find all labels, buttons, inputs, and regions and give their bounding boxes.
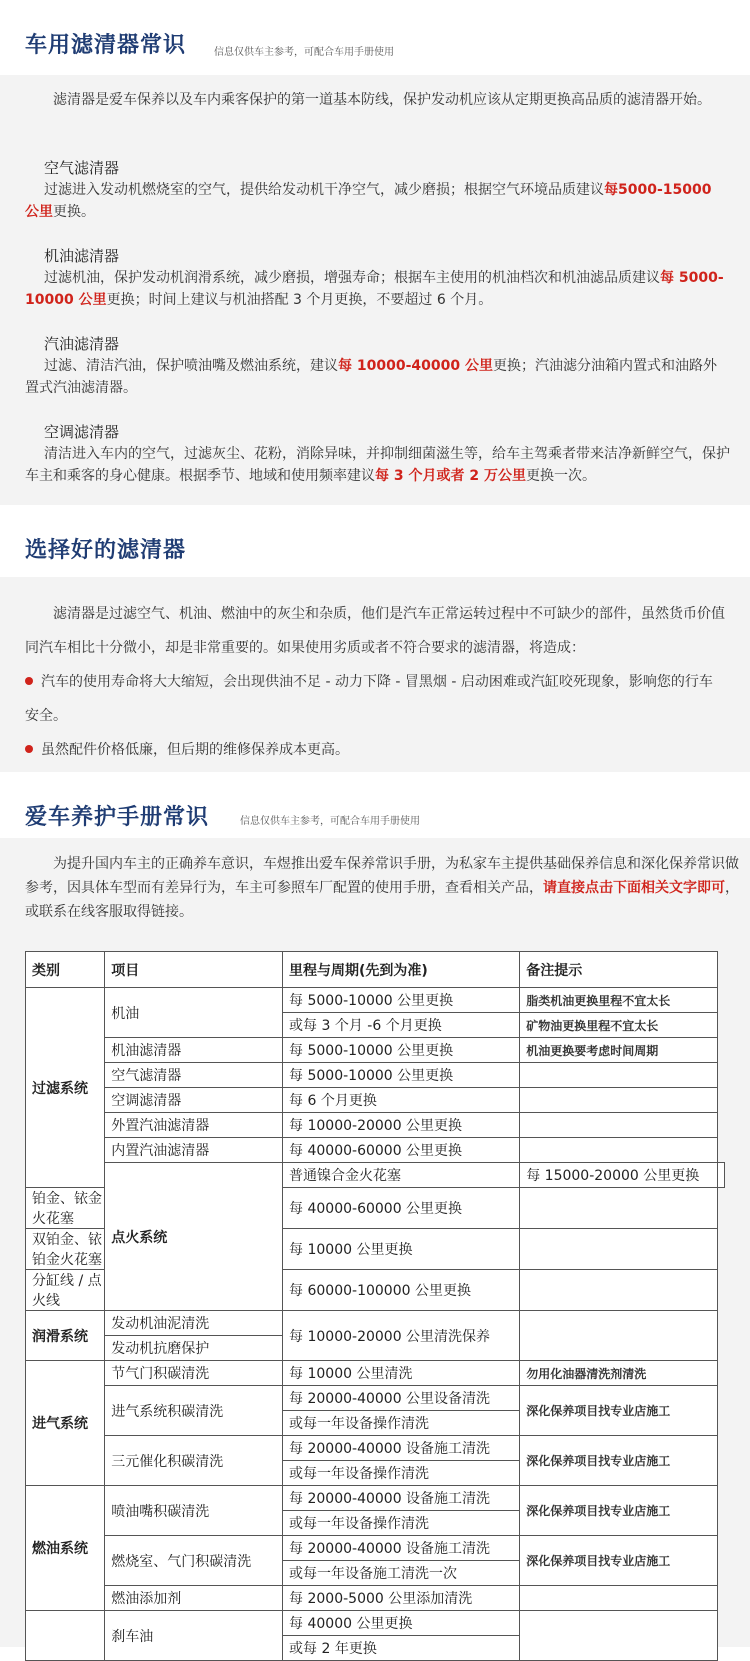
item-cell[interactable]: 发动机油泥清洗 bbox=[105, 1311, 283, 1336]
category-cell: 润滑系统 bbox=[26, 1311, 105, 1361]
section3-subtitle: 信息仅供车主参考，可配合车用手册使用 bbox=[240, 816, 420, 827]
category-cell: 燃油系统 bbox=[26, 1486, 105, 1611]
table-row bbox=[26, 1386, 725, 1411]
note-cell bbox=[520, 1138, 718, 1163]
note-cell bbox=[520, 1311, 718, 1361]
section1-subtitle: 信息仅供车主参考，可配合车用手册使用 bbox=[214, 47, 394, 58]
section3-intro-b: ，或联系在线客服取得链接。 bbox=[25, 880, 739, 920]
section3-intro-a: 为提升国内车主的正确养车意识，车煜推出爱车保养常识手册，为私家车主提供基础保养信息和深化保养常识做参考，因具体车型而有差异行为，车主可参照车厂配置的使用手册，查看相关产品， bbox=[25, 856, 739, 896]
oil-filter-highlight: 每 5000-10000 公里 bbox=[25, 270, 724, 308]
note-cell: 脂类机油更换里程不宜太长 bbox=[520, 988, 718, 1013]
oil-filter-heading: 机油滤清器 bbox=[44, 247, 120, 265]
note-cell: 深化保养项目找专业店施工 bbox=[520, 1386, 718, 1436]
section2-header bbox=[0, 505, 750, 577]
category-cell bbox=[26, 1611, 105, 1661]
period-cell: 每 20000-40000 设备施工清洗 bbox=[283, 1486, 520, 1511]
table-row bbox=[26, 1113, 725, 1138]
note-cell bbox=[718, 1163, 725, 1188]
period-cell: 每 5000-10000 公里更换 bbox=[283, 1063, 520, 1088]
red-bullet-icon bbox=[25, 745, 33, 753]
section2-bullet-text: 虽然配件价格低廉，但后期的维修保养成本更高。 bbox=[41, 742, 349, 758]
item-cell[interactable]: 喷油嘴积碳清洗 bbox=[105, 1486, 283, 1536]
item-cell[interactable]: 空调滤清器 bbox=[105, 1088, 283, 1113]
section2-title: 选择好的滤清器 bbox=[25, 538, 187, 563]
table-row bbox=[26, 1486, 725, 1511]
item-cell[interactable]: 机油 bbox=[105, 988, 283, 1038]
table-row bbox=[26, 1063, 725, 1088]
note-cell bbox=[520, 1586, 718, 1611]
period-cell: 每 20000-40000 设备施工清洗 bbox=[283, 1536, 520, 1561]
period-cell: 每 20000-40000 公里设备清洗 bbox=[283, 1386, 520, 1411]
item-cell[interactable]: 双铂金、铱铂金火花塞 bbox=[26, 1229, 105, 1270]
air-filter-highlight: 每5000-15000 公里 bbox=[25, 182, 712, 220]
table-row bbox=[26, 1311, 725, 1336]
section2-bullet bbox=[25, 665, 725, 733]
oil-filter-text-b: 更换；时间上建议与机油搭配 3 个月更换，不要超过 6 个月。 bbox=[106, 292, 493, 308]
period-cell: 或每一年设备操作清洗 bbox=[283, 1461, 520, 1486]
fuel-filter-heading: 汽油滤清器 bbox=[44, 335, 120, 353]
oil-filter-text-a: 过滤机油，保护发动机润滑系统，减少磨损，增强寿命；根据车主使用的机油档次和机油滤品质建议 bbox=[44, 270, 660, 286]
note-cell: 机油更换要考虑时间周期 bbox=[520, 1038, 718, 1063]
section1-intro: 滤清器是爱车保养以及车内乘客保护的第一道基本防线，保护发动机应该从定期更换高品质的滤清器开始。 bbox=[53, 92, 711, 108]
ac-filter-text-a: 清洁进入车内的空气，过滤灰尘、花粉，消除异味，并抑制细菌滋生等，给车主驾乘者带来洁净新鲜空气，保护车主和乘客的身心健康。根据季节、地域和使用频率建议 bbox=[25, 446, 730, 484]
item-cell[interactable]: 分缸线 / 点火线 bbox=[26, 1270, 105, 1311]
fuel-filter-text bbox=[25, 355, 730, 399]
section3-link-text[interactable]: 请直接点击下面相关文字即可 bbox=[543, 880, 725, 896]
table-row bbox=[26, 1163, 725, 1188]
section3-intro[interactable] bbox=[25, 852, 747, 924]
table-row bbox=[26, 1088, 725, 1113]
oil-filter-text bbox=[25, 267, 730, 311]
table-header-cell: 里程与周期(先到为准) bbox=[283, 952, 520, 988]
item-cell[interactable]: 刹车油 bbox=[105, 1611, 283, 1661]
category-cell: 过滤系统 bbox=[26, 988, 105, 1188]
note-cell: 深化保养项目找专业店施工 bbox=[520, 1436, 718, 1486]
period-cell: 每 10000 公里更换 bbox=[283, 1229, 520, 1270]
period-cell: 或每一年设备操作清洗 bbox=[283, 1411, 520, 1436]
table-row bbox=[26, 1038, 725, 1063]
note-cell: 矿物油更换里程不宜太长 bbox=[520, 1013, 718, 1038]
period-cell: 每 40000 公里更换 bbox=[283, 1611, 520, 1636]
period-cell: 每 20000-40000 设备施工清洗 bbox=[283, 1436, 520, 1461]
period-cell: 每 10000-20000 公里清洗保养 bbox=[283, 1311, 520, 1361]
ac-filter-text bbox=[25, 443, 730, 487]
item-cell[interactable]: 铂金、铱金火花塞 bbox=[26, 1188, 105, 1229]
section1-title: 车用滤清器常识 bbox=[25, 33, 187, 58]
ac-filter-highlight: 每 3 个月或者 2 万公里 bbox=[375, 468, 526, 484]
period-cell: 每 2000-5000 公里添加清洗 bbox=[283, 1586, 520, 1611]
period-cell: 每 10000 公里清洗 bbox=[283, 1361, 520, 1386]
table-header-cell: 类别 bbox=[26, 952, 105, 988]
period-cell: 每 40000-60000 公里更换 bbox=[283, 1188, 520, 1229]
item-cell[interactable]: 空气滤清器 bbox=[105, 1063, 283, 1088]
section2-bullet-text: 汽车的使用寿命将大大缩短，会出现供油不足 - 动力下降 - 冒黑烟 - 启动困难或汽缸咬死现象，影响您的行车安全。 bbox=[25, 674, 713, 724]
section2-intro: 滤清器是过滤空气、机油、燃油中的灰尘和杂质，他们是汽车正常运转过程中不可缺少的部件，虽然货币价值同汽车相比十分微小，却是非常重要的。如果使用劣质或者不符合要求的滤清器，将造成： bbox=[25, 606, 725, 656]
period-cell: 每 60000-100000 公里更换 bbox=[283, 1270, 520, 1311]
category-cell: 点火系统 bbox=[105, 1163, 283, 1311]
item-cell[interactable]: 节气门积碳清洗 bbox=[105, 1361, 283, 1386]
section1-body bbox=[0, 75, 750, 505]
item-cell[interactable]: 进气系统积碳清洗 bbox=[105, 1386, 283, 1436]
table-row bbox=[26, 1361, 725, 1386]
ac-filter-text-b: 更换一次。 bbox=[525, 468, 596, 484]
note-cell bbox=[520, 1088, 718, 1113]
section2-bullet bbox=[25, 733, 725, 767]
period-cell: 每 5000-10000 公里更换 bbox=[283, 1038, 520, 1063]
item-cell[interactable]: 发动机抗磨保护 bbox=[105, 1336, 283, 1361]
note-cell bbox=[520, 1113, 718, 1138]
period-cell: 每 40000-60000 公里更换 bbox=[283, 1138, 520, 1163]
maintenance-table bbox=[25, 951, 725, 1661]
table-row bbox=[26, 1536, 725, 1561]
table-header-cell: 备注提示 bbox=[520, 952, 718, 988]
category-cell: 进气系统 bbox=[26, 1361, 105, 1486]
section3-header bbox=[0, 772, 750, 838]
note-cell bbox=[520, 1270, 718, 1311]
item-cell[interactable]: 燃烧室、气门积碳清洗 bbox=[105, 1536, 283, 1586]
table-row bbox=[26, 1611, 725, 1636]
note-cell bbox=[520, 1188, 718, 1229]
period-cell: 每 6 个月更换 bbox=[283, 1088, 520, 1113]
table-row bbox=[26, 988, 725, 1013]
table-row bbox=[26, 1436, 725, 1461]
section3-title: 爱车养护手册常识 bbox=[25, 805, 210, 830]
item-cell[interactable]: 外置汽油滤清器 bbox=[105, 1113, 283, 1138]
air-filter-heading: 空气滤清器 bbox=[44, 159, 120, 177]
period-cell: 或每 2 年更换 bbox=[283, 1636, 520, 1661]
table-header-cell: 项目 bbox=[105, 952, 283, 988]
item-cell[interactable]: 机油滤清器 bbox=[105, 1038, 283, 1063]
note-cell bbox=[520, 1611, 718, 1661]
period-cell: 或每 3 个月 -6 个月更换 bbox=[283, 1013, 520, 1038]
air-filter-text-b: 更换。 bbox=[53, 204, 95, 220]
section2-body bbox=[0, 577, 750, 772]
fuel-filter-text-a: 过滤、清洁汽油，保护喷油嘴及燃油系统，建议 bbox=[44, 358, 338, 374]
note-cell: 勿用化油器清洗剂清洗 bbox=[520, 1361, 718, 1386]
period-cell: 或每一年设备操作清洗 bbox=[283, 1511, 520, 1536]
note-cell bbox=[520, 1063, 718, 1088]
note-cell bbox=[520, 1229, 718, 1270]
table-header-row bbox=[26, 952, 725, 988]
item-cell[interactable]: 燃油添加剂 bbox=[105, 1586, 283, 1611]
table-row bbox=[26, 1586, 725, 1611]
note-cell: 深化保养项目找专业店施工 bbox=[520, 1536, 718, 1586]
air-filter-text-a: 过滤进入发动机燃烧室的空气，提供给发动机干净空气，减少磨损；根据空气环境品质建议 bbox=[44, 182, 604, 198]
table-row bbox=[26, 1138, 725, 1163]
item-cell[interactable]: 普通镍合金火花塞 bbox=[283, 1163, 520, 1188]
air-filter-text bbox=[25, 179, 730, 223]
ac-filter-heading: 空调滤清器 bbox=[44, 423, 120, 441]
period-cell: 或每一年设备施工清洗一次 bbox=[283, 1561, 520, 1586]
period-cell: 每 15000-20000 公里更换 bbox=[520, 1163, 718, 1188]
note-cell: 深化保养项目找专业店施工 bbox=[520, 1486, 718, 1536]
period-cell: 每 5000-10000 公里更换 bbox=[283, 988, 520, 1013]
period-cell: 每 10000-20000 公里更换 bbox=[283, 1113, 520, 1138]
item-cell[interactable]: 内置汽油滤清器 bbox=[105, 1138, 283, 1163]
red-bullet-icon bbox=[25, 677, 33, 685]
fuel-filter-highlight: 每 10000-40000 公里 bbox=[338, 358, 493, 374]
section1-header bbox=[0, 0, 750, 75]
fuel-filter-text-b: 更换；汽油滤分油箱内置式和油路外置式汽油滤清器。 bbox=[25, 358, 717, 396]
item-cell[interactable]: 三元催化积碳清洗 bbox=[105, 1436, 283, 1486]
